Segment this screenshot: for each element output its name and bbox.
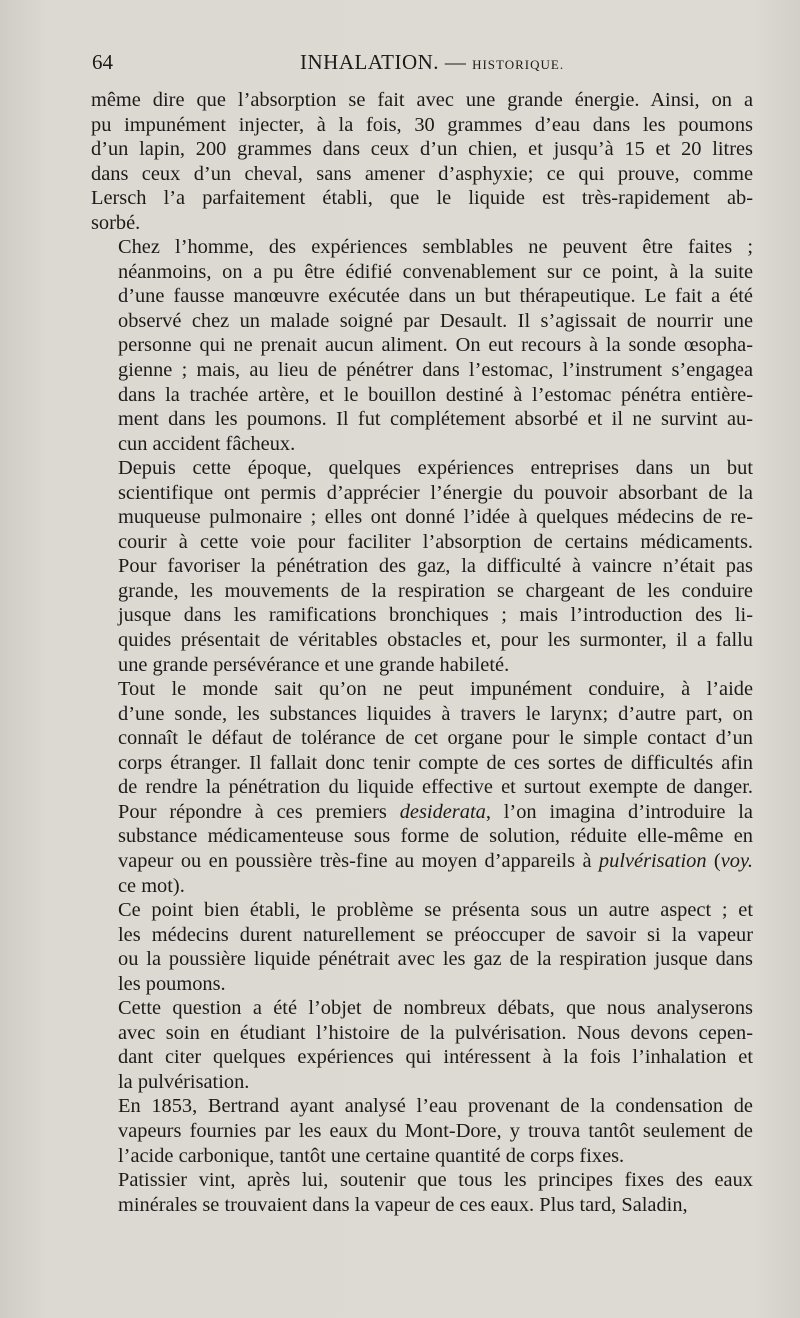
body-text bbox=[91, 88, 753, 1217]
text-line: de rendre la pénétration du liquide effective et surtout exempte de danger. bbox=[118, 776, 753, 799]
text-line: sorbé. bbox=[91, 211, 141, 234]
text-line: ment dans les poumons. Il fut complétement absorbé et il ne survint au- bbox=[118, 408, 753, 431]
text-line: vapeur ou en poussière très-fine au moyen d’appareils à pulvérisation (voy. bbox=[118, 849, 753, 872]
text-line: avec soin en étudiant l’histoire de la pulvérisation. Nous devons cepen- bbox=[118, 1021, 753, 1044]
paragraph bbox=[91, 677, 753, 898]
running-header bbox=[92, 50, 756, 78]
text-line: dans la trachée artère, et le bouillon destiné à l’estomac pénétra entière- bbox=[118, 383, 753, 406]
text-line: pu impunément injecter, à la fois, 30 grammes d’eau dans les poumons bbox=[91, 113, 753, 136]
text-line: En 1853, Bertrand ayant analysé l’eau provenant de la condensation de bbox=[118, 1095, 753, 1118]
text-line: courir à cette voie pour faciliter l’absorption de certains médicaments. bbox=[118, 530, 753, 553]
text-line: Lersch l’a parfaitement établi, que le liquide est très-rapidement ab- bbox=[91, 187, 753, 210]
text-line: néanmoins, on a pu être édifié convenablement sur ce point, à la suite bbox=[118, 260, 753, 283]
text-line: Chez l’homme, des expériences semblables ne peuvent être faites ; bbox=[118, 236, 753, 259]
text-line: Depuis cette époque, quelques expériences entreprises dans un but bbox=[118, 457, 753, 480]
running-title-dash: — bbox=[439, 50, 473, 74]
running-title-main: INHALATION. bbox=[300, 50, 440, 74]
text-line: Patissier vint, après lui, soutenir que tous les principes fixes des eaux bbox=[118, 1169, 753, 1192]
paragraph bbox=[91, 1094, 753, 1168]
text-line: d’une sonde, les substances liquides à travers le larynx; d’autre part, on bbox=[118, 702, 753, 725]
text-line: ou la poussière liquide pénétrait avec les gaz de la respiration jusque dans bbox=[118, 948, 753, 971]
text-line: d’un lapin, 200 grammes dans ceux d’un chien, et jusqu’à 15 et 20 litres bbox=[91, 138, 753, 161]
text-line: Ce point bien établi, le problème se présenta sous un autre aspect ; et bbox=[118, 899, 753, 922]
text-line: les médecins durent naturellement se préoccuper de savoir si la vapeur bbox=[118, 923, 753, 946]
text-line: Tout le monde sait qu’on ne peut impunément conduire, à l’aide bbox=[118, 678, 753, 701]
text-line: une grande persévérance et une grande habileté. bbox=[118, 653, 510, 676]
text-line: scientifique ont permis d’apprécier l’énergie du pouvoir absorbant de la bbox=[118, 481, 753, 504]
text-line: d’une fausse manœuvre exécutée dans un but thérapeutique. Le fait a été bbox=[118, 285, 753, 308]
text-line: minérales se trouvaient dans la vapeur de ces eaux. Plus tard, Saladin, bbox=[118, 1193, 688, 1216]
text-line: personne qui ne prenait aucun aliment. On eut recours à la sonde œsopha- bbox=[118, 334, 753, 357]
running-title-section: HISTORIQUE. bbox=[472, 57, 565, 72]
text-line: grande, les mouvements de la respiration se chargeant de les conduire bbox=[118, 579, 753, 602]
paragraph bbox=[91, 898, 753, 996]
text-line: Cette question a été l’objet de nombreux débats, que nous analyserons bbox=[118, 997, 753, 1020]
paragraph bbox=[91, 88, 753, 235]
text-line: observé chez un malade soigné par Desault. Il s’agissait de nourrir une bbox=[118, 309, 753, 332]
text-line: l’acide carbonique, tantôt une certaine quantité de corps fixes. bbox=[118, 1144, 625, 1167]
text-line: la pulvérisation. bbox=[118, 1070, 250, 1093]
text-line: Pour répondre à ces premiers desiderata, l’on imagina d’introduire la bbox=[118, 800, 753, 823]
paragraph bbox=[91, 996, 753, 1094]
text-line: quides présentait de véritables obstacles et, pour les surmonter, il a fallu bbox=[118, 629, 753, 652]
text-line: les poumons. bbox=[118, 972, 226, 995]
text-line: muqueuse pulmonaire ; elles ont donné l’idée à quelques médecins de re- bbox=[118, 506, 753, 529]
text-line: jusque dans les ramifications bronchiques ; mais l’introduction des li- bbox=[118, 604, 753, 627]
text-line: connaît le défaut de tolérance de cet organe pour le simple contact d’un bbox=[118, 727, 753, 750]
text-line: substance médicamenteuse sous forme de solution, réduite elle-même en bbox=[118, 825, 753, 848]
text-line: gienne ; mais, au lieu de pénétrer dans l’estomac, l’instrument s’engagea bbox=[118, 359, 753, 382]
text-line: corps étranger. Il fallait donc tenir compte de ces sortes de difficultés afin bbox=[118, 751, 753, 774]
text-line: ce mot). bbox=[118, 874, 185, 897]
paragraph bbox=[91, 235, 753, 456]
text-line: dant citer quelques expériences qui intéressent à la fois l’inhalation et bbox=[118, 1046, 753, 1069]
page-number: 64 bbox=[92, 50, 113, 74]
running-title bbox=[300, 50, 564, 75]
text-line: dans ceux d’un cheval, sans amener d’asphyxie; ce qui prouve, comme bbox=[91, 162, 753, 185]
text-line: Pour favoriser la pénétration des gaz, la difficulté à vaincre n’était pas bbox=[118, 555, 753, 578]
paragraph bbox=[91, 1168, 753, 1217]
paragraph bbox=[91, 456, 753, 677]
text-line: cun accident fâcheux. bbox=[118, 432, 296, 455]
text-line: même dire que l’absorption se fait avec une grande énergie. Ainsi, on a bbox=[91, 89, 753, 111]
text-line: vapeurs fournies par les eaux du Mont-Dore, y trouva tantôt seulement de bbox=[118, 1119, 753, 1142]
